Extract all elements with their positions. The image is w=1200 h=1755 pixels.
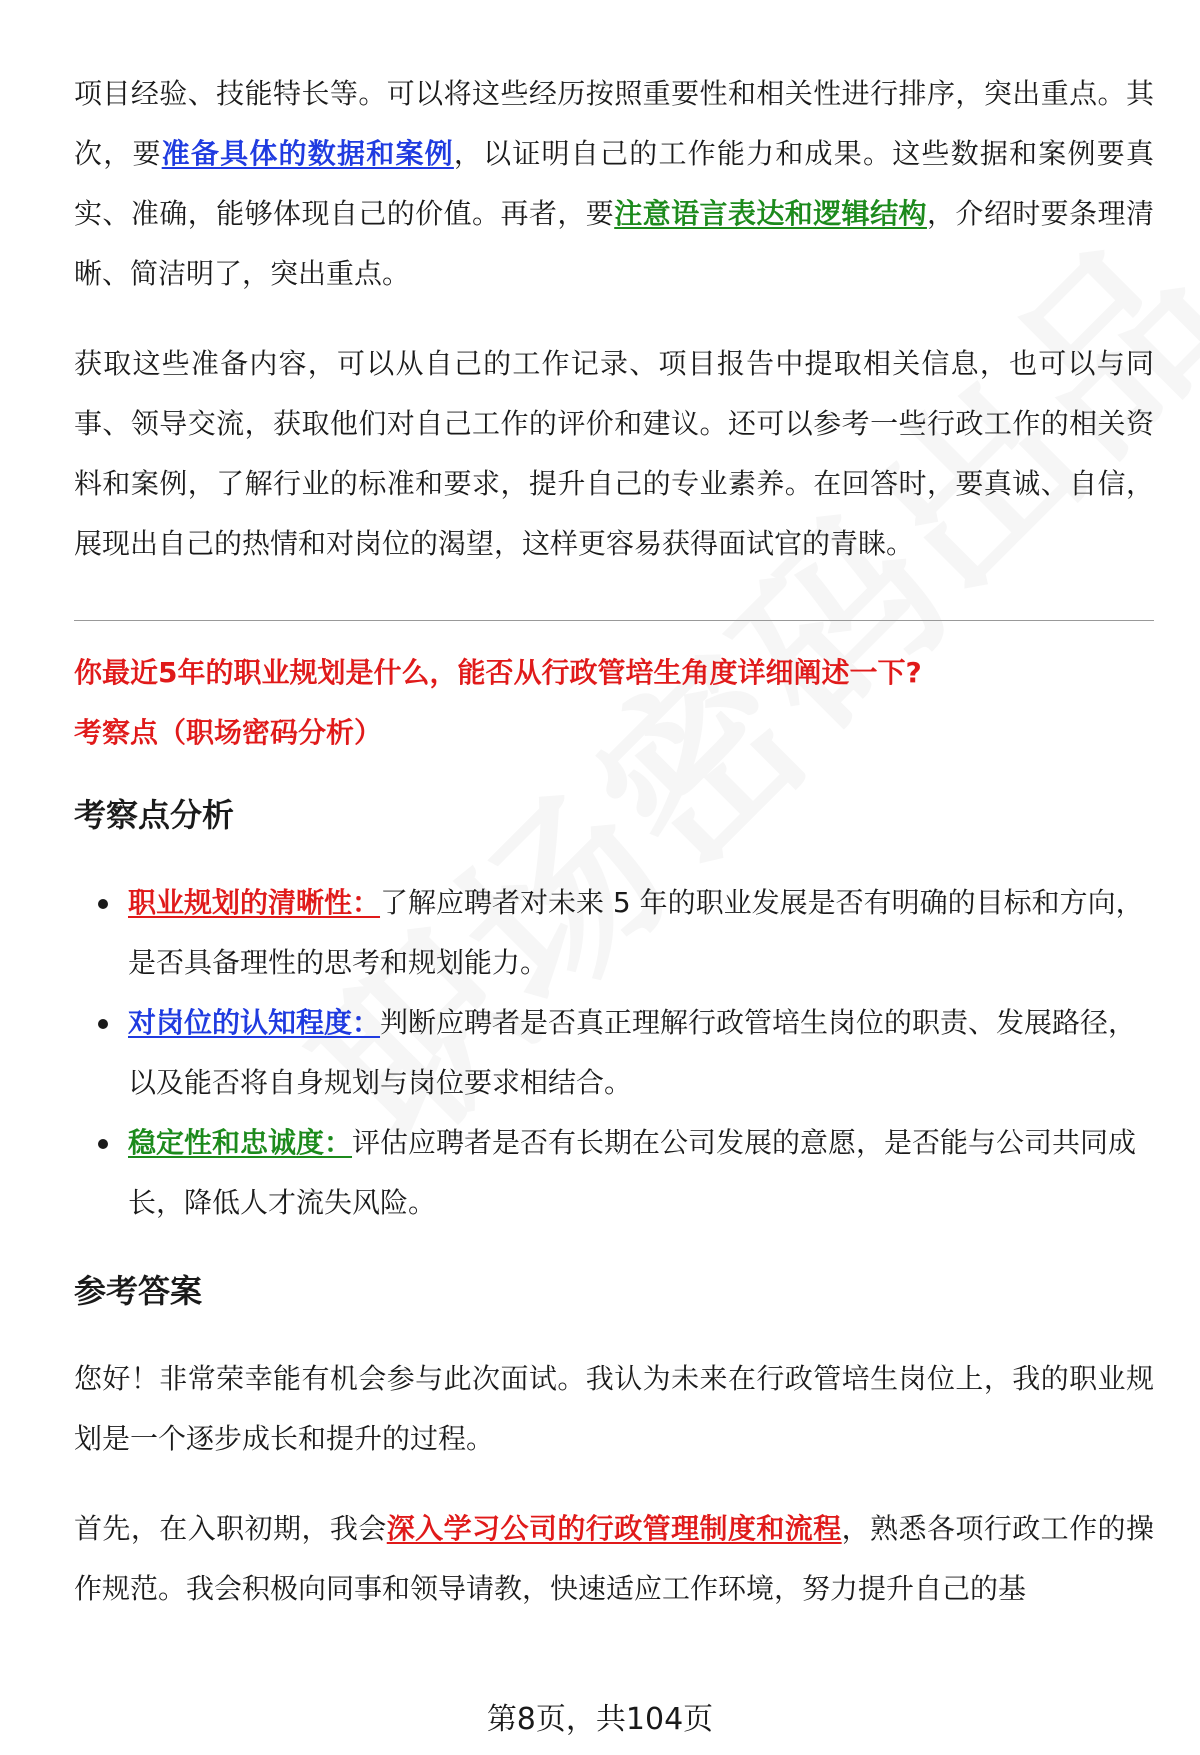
answer-p2-text-1: 首先，在入职初期，我会 [74, 1512, 387, 1545]
intro-p1-text-3: ，介绍时要条理清晰、简洁明了，突出重点。 [74, 197, 1154, 290]
analysis-item [74, 1113, 1154, 1233]
section-divider [74, 620, 1154, 621]
highlight-prepare-data: 准备具体的数据和案例 [161, 137, 454, 170]
analysis-item-text: 评估应聘者是否有长期在公司发展的意愿，是否能与公司共同成长，降低人才流失风险。 [128, 1126, 1137, 1219]
analysis-heading: 考察点分析 [74, 796, 235, 834]
answer-paragraph-2 [74, 1499, 1154, 1619]
page-content [74, 64, 1154, 1619]
answer-p2-text-2: ，熟悉各项行政工作的操作规范。我会积极向同事和领导请教，快速适应工作环境，努力提升自己的基 [74, 1512, 1154, 1605]
intro-paragraph-2: 获取这些准备内容，可以从自己的工作记录、项目报告中提取相关信息，也可以与同事、领导交流，获取他们对自己工作的评价和建议。还可以参考一些行政工作的相关资料和案例，了解行业的标准和要求，提升自己的专业素养。在回答时，要真诚、自信，展现出自己的热情和对岗位的渴望，这样更容易获得面试官的青睐。 [74, 347, 1154, 560]
analysis-item-label: 对岗位的认知程度： [128, 1006, 381, 1039]
analysis-item [74, 873, 1154, 993]
intro-p1-text-1: 项目经验、技能特长等。可以将这些经历按照重要性和相关性进行排序，突出重点。其次，要 [74, 77, 1154, 170]
analysis-item-text: 了解应聘者对未来 5 年的职业发展是否有明确的目标和方向，是否具备理性的思考和规划能力。 [128, 886, 1144, 979]
bullet-icon [98, 1019, 108, 1029]
intro-paragraph-1 [74, 64, 1154, 304]
highlight-language-logic: 注意语言表达和逻辑结构 [614, 197, 927, 230]
question-subtitle: 考察点（职场密码分析） [74, 716, 383, 749]
analysis-item-text: 判断应聘者是否真正理解行政管培生岗位的职责、发展路径，以及能否将自身规划与岗位要求相结合。 [128, 1006, 1137, 1099]
intro-p1-text-2: ，以证明自己的工作能力和成果。这些数据和案例要真实、准确，能够体现自己的价值。再者，要 [74, 137, 1154, 230]
answer-paragraph-1: 您好！非常荣幸能有机会参与此次面试。我认为未来在行政管培生岗位上，我的职业规划是一个逐步成长和提升的过程。 [74, 1362, 1154, 1455]
analysis-item-label: 职业规划的清晰性： [128, 886, 381, 919]
analysis-item-label: 稳定性和忠诚度： [128, 1126, 353, 1159]
bullet-icon [98, 1139, 108, 1149]
page-number: 第8页，共104页 [486, 1702, 714, 1737]
answer-heading: 参考答案 [74, 1272, 203, 1310]
bullet-icon [98, 899, 108, 909]
question-title: 你最近5年的职业规划是什么，能否从行政管培生角度详细阐述一下? [74, 656, 922, 689]
highlight-learn-admin-system: 深入学习公司的行政管理制度和流程 [386, 1512, 842, 1545]
analysis-list [74, 873, 1154, 1233]
analysis-item [74, 993, 1154, 1113]
